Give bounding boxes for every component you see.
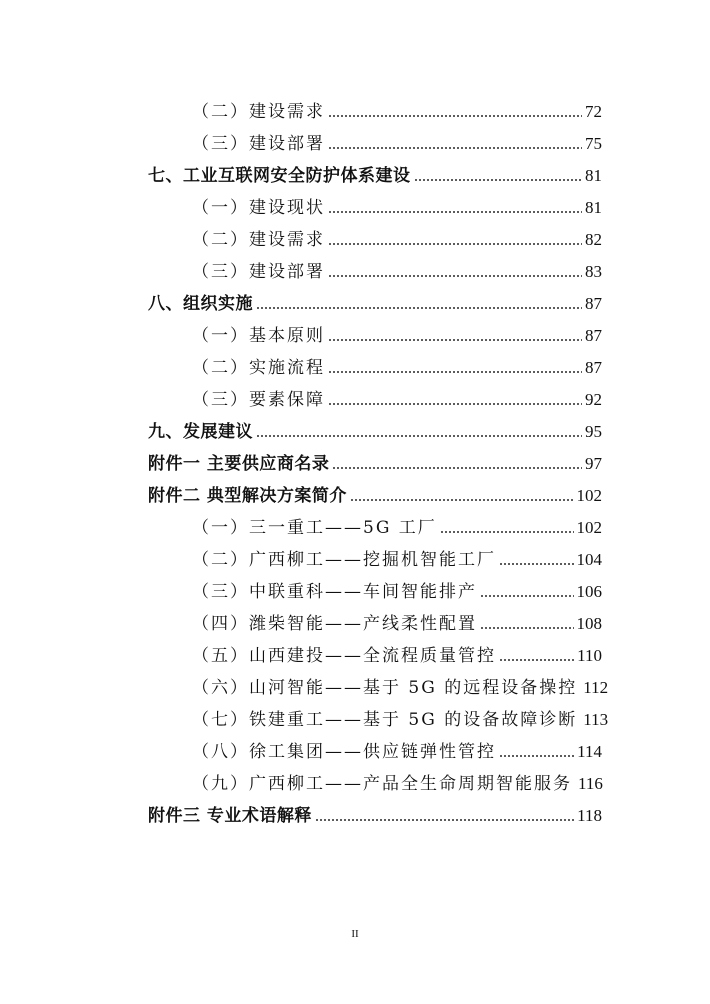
- toc-entry: [148, 379, 602, 411]
- toc-entry: [148, 699, 609, 731]
- dot-leader: [328, 242, 582, 246]
- toc-entry-title: （四）潍柴智能——产线柔性配置: [192, 614, 477, 634]
- table-of-contents: [148, 91, 609, 827]
- toc-entry-title: 七、工业互联网安全防护体系建设: [148, 166, 411, 186]
- toc-entry-page: 116: [578, 774, 603, 793]
- toc-entry-title: （一）建设现状: [192, 198, 325, 218]
- toc-entry: [148, 667, 609, 699]
- dot-leader: [328, 370, 582, 374]
- dot-leader: [256, 434, 582, 438]
- toc-entry-title: （九）广西柳工——产品全生命周期智能服务: [192, 774, 572, 794]
- dot-leader: [332, 466, 582, 470]
- dot-leader: [499, 562, 574, 566]
- toc-entry: [148, 635, 602, 667]
- toc-entry: [148, 731, 602, 763]
- toc-entry-title: 八、组织实施: [148, 294, 253, 314]
- toc-entry-title: 九、发展建议: [148, 422, 253, 442]
- toc-entry-title: （八）徐工集团——供应链弹性管控: [192, 742, 496, 762]
- toc-entry: [148, 315, 602, 347]
- toc-entry: [148, 475, 602, 507]
- toc-entry-title: （三）要素保障: [192, 390, 325, 410]
- toc-entry-title: 附件二 典型解决方案简介: [148, 486, 347, 506]
- toc-entry-page: 112: [583, 678, 609, 697]
- toc-entry-page: 108: [576, 614, 602, 633]
- toc-entry-title: （二）广西柳工——挖掘机智能工厂: [192, 550, 496, 570]
- dot-leader: [480, 626, 574, 630]
- toc-entry: [148, 219, 602, 251]
- toc-entry-title: （三）建设部署: [192, 262, 325, 282]
- toc-entry-page: 102: [576, 486, 602, 505]
- dot-leader: [499, 658, 574, 662]
- dot-leader: [480, 594, 574, 598]
- toc-entry-page: 82: [585, 230, 602, 249]
- toc-entry-title: 附件三 专业术语解释: [148, 806, 312, 826]
- toc-entry-page: 113: [583, 710, 609, 729]
- toc-entry: [148, 155, 602, 187]
- toc-entry-title: （三）建设部署: [192, 134, 325, 154]
- toc-entry-title: （七）铁建重工——基于 5G 的设备故障诊断: [192, 710, 578, 730]
- dot-leader: [328, 402, 582, 406]
- toc-entry-page: 104: [576, 550, 602, 569]
- toc-entry: [148, 91, 602, 123]
- dot-leader: [499, 754, 574, 758]
- toc-entry-page: 110: [577, 646, 602, 665]
- dot-leader: [414, 178, 583, 182]
- toc-entry-title: （三）中联重科——车间智能排产: [192, 582, 477, 602]
- dot-leader: [315, 818, 574, 822]
- dot-leader: [328, 114, 582, 118]
- toc-entry: [148, 571, 602, 603]
- toc-entry: [148, 347, 602, 379]
- toc-entry: [148, 123, 602, 155]
- dot-leader: [328, 146, 582, 150]
- toc-entry-page: 87: [585, 326, 602, 345]
- toc-entry-title: （五）山西建投——全流程质量管控: [192, 646, 496, 666]
- toc-entry-page: 75: [585, 134, 602, 153]
- toc-entry: [148, 763, 602, 795]
- toc-entry-title: （二）实施流程: [192, 358, 325, 378]
- toc-entry-page: 72: [585, 102, 602, 121]
- toc-entry-title: （二）建设需求: [192, 102, 325, 122]
- dot-leader: [328, 274, 582, 278]
- toc-entry-page: 81: [585, 166, 602, 185]
- toc-entry-page: 87: [585, 358, 602, 377]
- toc-entry-page: 81: [585, 198, 602, 217]
- toc-entry: [148, 507, 602, 539]
- toc-entry-page: 114: [577, 742, 602, 761]
- toc-entry-title: 附件一 主要供应商名录: [148, 454, 330, 474]
- toc-entry-page: 106: [576, 582, 602, 601]
- toc-entry-title: （二）建设需求: [192, 230, 325, 250]
- toc-entry: [148, 539, 602, 571]
- dot-leader: [328, 338, 582, 342]
- toc-entry-page: 102: [576, 518, 602, 537]
- toc-entry-page: 97: [585, 454, 602, 473]
- dot-leader: [440, 530, 574, 534]
- page-number: II: [351, 928, 359, 940]
- toc-entry-title: （一）三一重工——5G 工厂: [192, 518, 437, 538]
- dot-leader: [350, 498, 574, 502]
- toc-entry: [148, 443, 602, 475]
- toc-entry-page: 87: [585, 294, 602, 313]
- toc-entry: [148, 251, 602, 283]
- toc-entry-page: 83: [585, 262, 602, 281]
- dot-leader: [256, 306, 582, 310]
- toc-entry: [148, 283, 602, 315]
- toc-entry-title: （一）基本原则: [192, 326, 325, 346]
- toc-entry-page: 118: [577, 806, 602, 825]
- toc-entry-page: 95: [585, 422, 602, 441]
- toc-entry: [148, 187, 602, 219]
- toc-entry: [148, 603, 602, 635]
- toc-entry-title: （六）山河智能——基于 5G 的远程设备操控: [192, 678, 578, 698]
- dot-leader: [328, 210, 582, 214]
- toc-entry: [148, 411, 602, 443]
- toc-entry-page: 92: [585, 390, 602, 409]
- toc-entry: [148, 795, 602, 827]
